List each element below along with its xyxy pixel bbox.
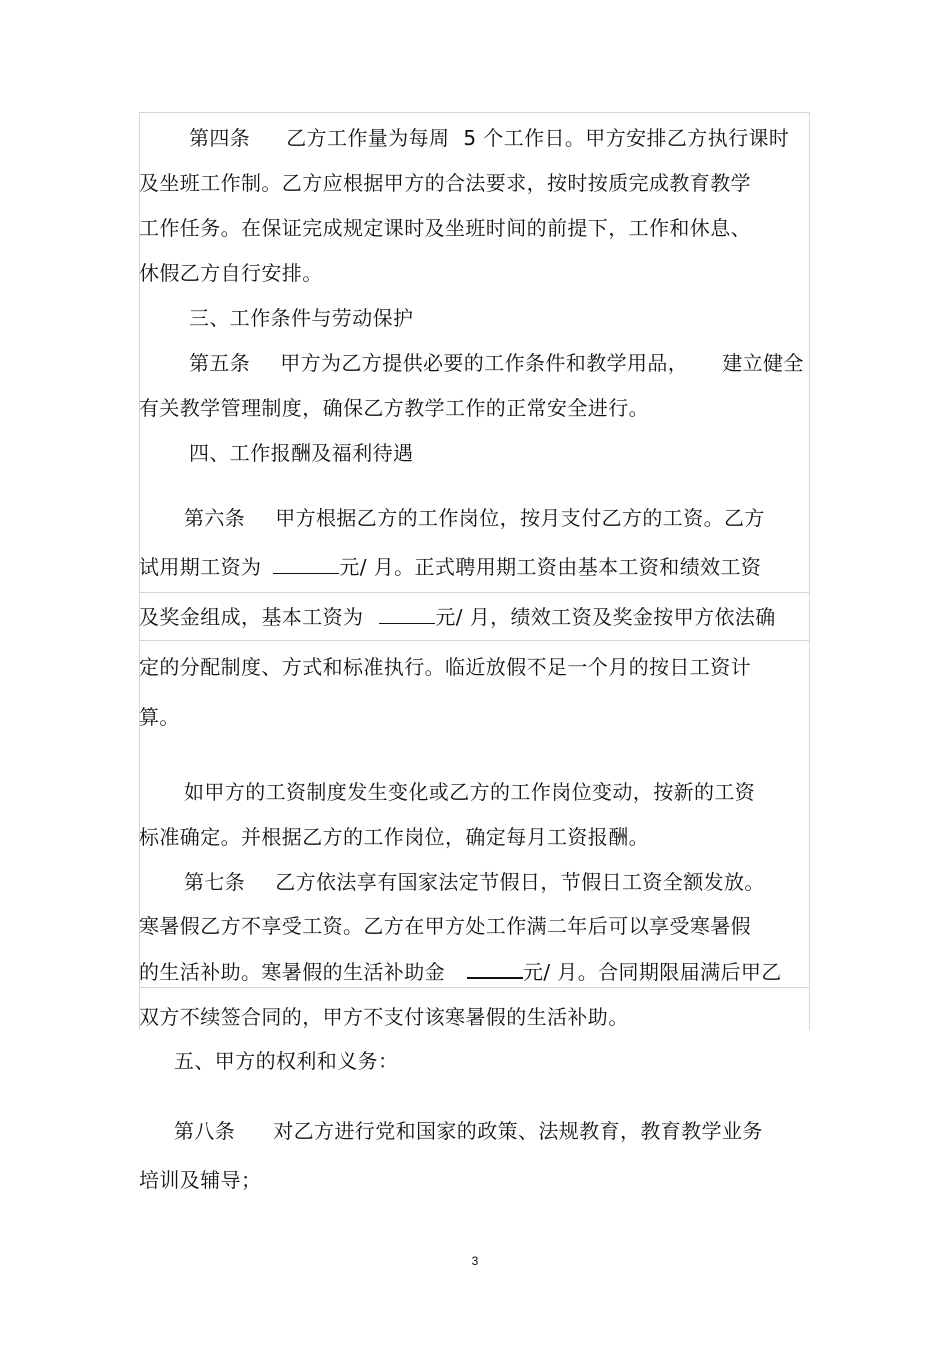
frame-divider xyxy=(139,640,810,641)
section-heading-text: 五、甲方的权利和义务： xyxy=(174,1049,399,1073)
article-text: 甲方为乙方提供必要的工作条件和教学用品， xyxy=(280,351,689,375)
frame-divider xyxy=(139,592,810,593)
article-4-line-2 xyxy=(139,171,751,195)
article-4-line-1 xyxy=(189,126,789,150)
body-text: 元/ 月。正式聘用期工资由基本工资和绩效工资 xyxy=(339,555,762,579)
article-7-line-2 xyxy=(139,914,751,938)
article-number: 第六条 xyxy=(184,506,246,530)
frame-top-border xyxy=(139,112,810,113)
article-6-line-2 xyxy=(139,555,761,579)
article-number: 第八条 xyxy=(174,1119,236,1143)
article-number: 第四条 xyxy=(189,126,251,150)
allowance-blank-field xyxy=(467,959,523,979)
section-heading xyxy=(189,441,413,465)
body-text: 休假乙方自行安排。 xyxy=(139,261,323,285)
section-heading xyxy=(174,1049,398,1073)
article-6-line-1 xyxy=(184,506,765,530)
article-4-line-4 xyxy=(139,261,323,285)
body-text: 及坐班工作制。乙方应根据甲方的合法要求，按时按质完成教育教学 xyxy=(139,171,751,195)
article-7-line-3 xyxy=(139,959,782,984)
article-text: 乙方工作量为每周 xyxy=(286,126,450,150)
body-text: 寒暑假乙方不享受工资。乙方在甲方处工作满二年后可以享受寒暑假 xyxy=(139,914,751,938)
body-text: 元/ 月，绩效工资及奖金按甲方依法确 xyxy=(435,605,776,629)
body-text: 及奖金组成，基本工资为 xyxy=(139,605,364,629)
body-text: 试用期工资为 xyxy=(139,555,262,579)
salary-blank-field xyxy=(379,605,435,624)
body-text: 工作任务。在保证完成规定课时及坐班时间的前提下，工作和休息、 xyxy=(139,216,751,240)
body-text: 如甲方的工资制度发生变化或乙方的工作岗位变动，按新的工资 xyxy=(184,780,756,804)
body-text: 的生活补助。寒暑假的生活补助金 xyxy=(139,960,445,984)
article-number: 第五条 xyxy=(189,351,251,375)
body-text: 定的分配制度、方式和标准执行。临近放假不足一个月的按日工资计 xyxy=(139,655,751,679)
article-8-line-2 xyxy=(139,1168,261,1192)
article-4-line-3 xyxy=(139,216,751,240)
article-7-line-4 xyxy=(139,1005,629,1029)
body-text: 双方不续签合同的，甲方不支付该寒暑假的生活补助。 xyxy=(139,1005,629,1029)
section-heading-text: 四、工作报酬及福利待遇 xyxy=(189,441,414,465)
body-text: 算。 xyxy=(139,705,180,729)
body-text: 元/ 月。合同期限届满后甲乙 xyxy=(523,960,782,984)
article-7-line-1 xyxy=(184,870,765,894)
paragraph-line xyxy=(184,780,755,804)
article-number: 第七条 xyxy=(184,870,246,894)
article-text: 乙方依法享有国家法定节假日，节假日工资全额发放。 xyxy=(275,870,765,894)
article-8-line-1 xyxy=(174,1119,763,1143)
article-6-line-4 xyxy=(139,655,751,679)
article-text: 建立健全 xyxy=(722,351,804,375)
body-text: 有关教学管理制度，确保乙方教学工作的正常安全进行。 xyxy=(139,396,649,420)
section-heading xyxy=(189,306,413,330)
page-number: 3 xyxy=(471,1254,479,1268)
frame-right-border xyxy=(809,112,810,1030)
body-text: 培训及辅导； xyxy=(139,1168,262,1192)
article-text: 5 个工作日。甲方安排乙方执行课时 xyxy=(463,126,790,150)
article-5-line-1 xyxy=(189,351,804,375)
body-text: 标准确定。并根据乙方的工作岗位，确定每月工资报酬。 xyxy=(139,825,649,849)
paragraph-line xyxy=(139,825,649,849)
section-heading-text: 三、工作条件与劳动保护 xyxy=(189,306,414,330)
salary-blank-field xyxy=(273,555,339,574)
article-text: 对乙方进行党和国家的政策、法规教育，教育教学业务 xyxy=(273,1119,763,1143)
article-5-line-2 xyxy=(139,396,649,420)
article-text: 甲方根据乙方的工作岗位，按月支付乙方的工资。乙方 xyxy=(275,506,765,530)
frame-divider xyxy=(139,987,810,988)
article-6-line-5 xyxy=(139,705,180,729)
article-6-line-3 xyxy=(139,605,776,629)
